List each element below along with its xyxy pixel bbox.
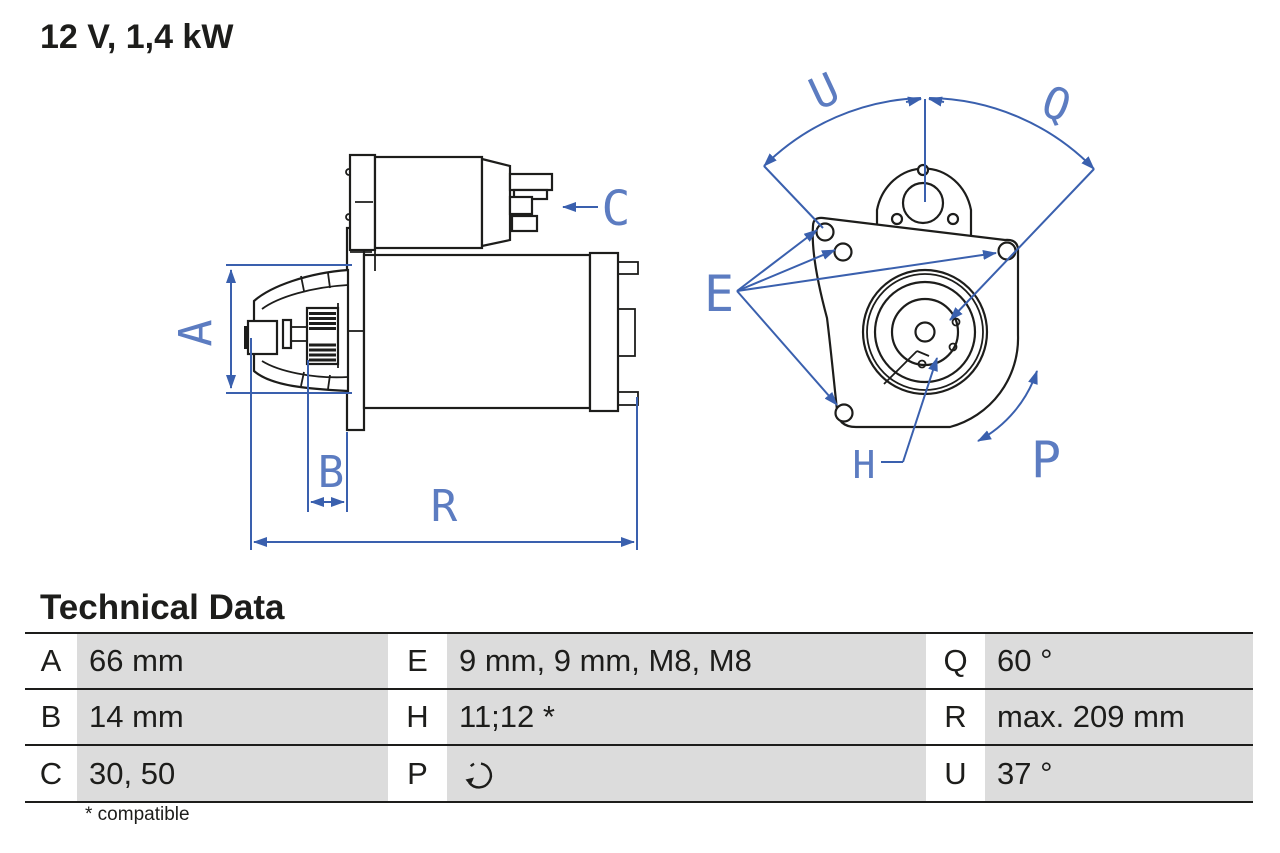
param-value-h: 11;12 * <box>447 690 926 744</box>
motor-body <box>364 255 590 408</box>
param-value-p <box>447 746 926 801</box>
product-title: 12 V, 1,4 kW <box>40 18 234 56</box>
shaft-tip <box>244 326 249 349</box>
mounting-hole <box>999 243 1016 260</box>
footnote-compatible: * compatible <box>85 804 190 825</box>
dimension-label-u: U <box>801 63 848 121</box>
param-key-a: A <box>25 634 77 688</box>
shaft-collar <box>283 320 291 348</box>
end-cap-tab-bottom <box>618 392 638 405</box>
dimension-label-p: P <box>1030 431 1062 489</box>
side-view-drawing <box>169 155 638 550</box>
dimension-label-e: E <box>703 265 735 323</box>
dimension-label-q: Q <box>1035 76 1078 134</box>
param-value-u: 37 ° <box>985 746 1253 801</box>
param-key-c: C <box>25 746 77 801</box>
param-key-q: Q <box>926 634 985 688</box>
dimension-label-c: C <box>601 181 631 237</box>
dome-hole-side <box>948 214 958 224</box>
technical-data-heading: Technical Data <box>40 588 285 627</box>
dimension-c <box>563 181 630 237</box>
terminal-blade <box>510 174 552 190</box>
param-value-c: 30, 50 <box>77 746 388 801</box>
param-value-r: max. 209 mm <box>985 690 1253 744</box>
solenoid-taper <box>482 159 510 246</box>
end-cap-boss <box>618 309 635 356</box>
param-key-h: H <box>388 690 447 744</box>
rotation-direction-icon <box>461 758 495 792</box>
dimension-label-b: B <box>317 447 345 498</box>
flange-plate <box>347 228 364 430</box>
param-value-b: 14 mm <box>77 690 388 744</box>
shaft-hole <box>916 323 935 342</box>
dimension-label-r: R <box>430 481 458 532</box>
param-key-b: B <box>25 690 77 744</box>
dome-hole-small <box>918 165 928 175</box>
param-value-a: 66 mm <box>77 634 388 688</box>
param-key-u: U <box>926 746 985 801</box>
param-value-e: 9 mm, 9 mm, M8, M8 <box>447 634 926 688</box>
param-key-r: R <box>926 690 985 744</box>
mounting-hole <box>817 224 834 241</box>
param-value-q: 60 ° <box>985 634 1253 688</box>
technical-data-table <box>25 632 1253 803</box>
motor-end-cap <box>590 253 618 411</box>
mounting-hole <box>835 244 852 261</box>
dome-hole-side <box>892 214 902 224</box>
terminal-stud <box>510 197 532 214</box>
drive-shaft-end <box>248 321 277 354</box>
param-key-e: E <box>388 634 447 688</box>
front-view-drawing <box>704 63 1094 489</box>
end-cap-tab-top <box>618 262 638 274</box>
param-key-p: P <box>388 746 447 801</box>
terminal-stud <box>512 216 537 231</box>
mounting-hole <box>836 405 853 422</box>
table-row <box>25 688 1253 744</box>
dimension-label-a: A <box>169 319 222 347</box>
solenoid-body <box>375 157 482 248</box>
table-row <box>25 744 1253 803</box>
table-row <box>25 632 1253 688</box>
dome-hole-large <box>903 183 943 223</box>
dimension-label-h: H <box>852 443 876 487</box>
